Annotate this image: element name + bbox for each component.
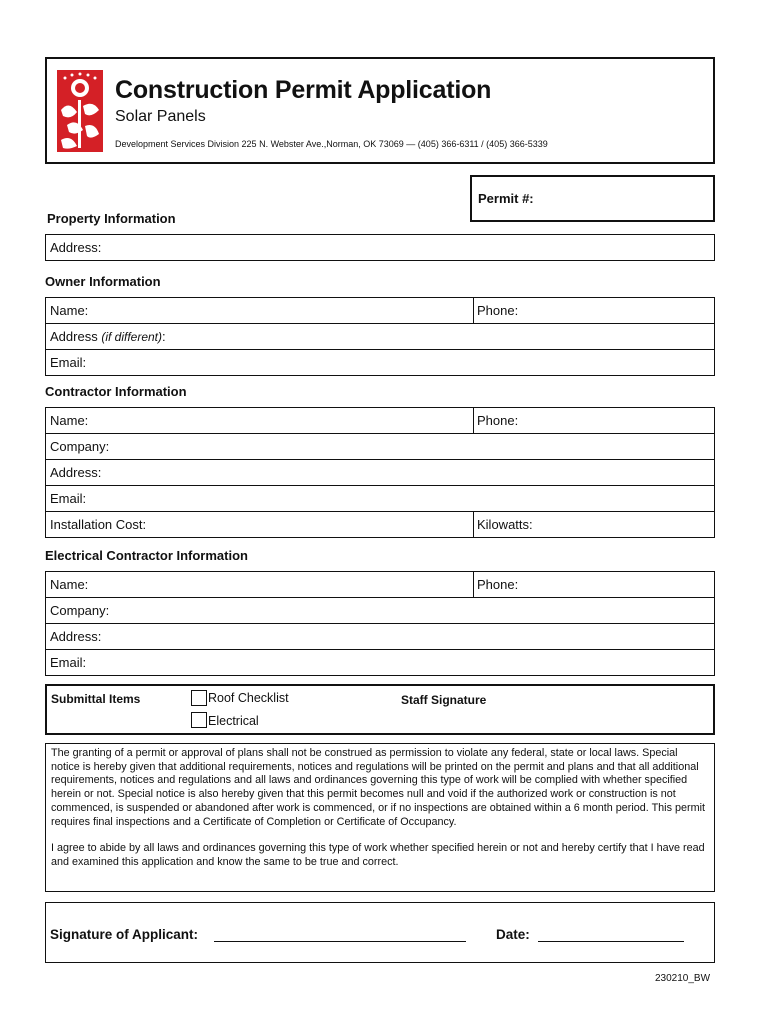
owner-phone-label: Phone:	[477, 303, 519, 318]
owner-email-label: Email:	[50, 355, 87, 370]
city-logo	[57, 70, 103, 152]
property-address-label: Address:	[50, 240, 102, 255]
electrical-name-row[interactable]	[45, 571, 715, 598]
roof-checklist-label: Roof Checklist	[208, 691, 289, 705]
contractor-section-title: Contractor Information	[45, 384, 187, 399]
contractor-company-label: Company:	[50, 439, 110, 454]
contractor-address-field[interactable]	[45, 459, 715, 486]
date-line[interactable]	[538, 941, 684, 942]
form-header	[45, 57, 715, 164]
legal-notice	[45, 743, 715, 892]
electrical-address-field[interactable]	[45, 623, 715, 650]
contractor-phone-label: Phone:	[477, 413, 519, 428]
electrical-address-label: Address:	[50, 629, 102, 644]
electrical-company-label: Company:	[50, 603, 110, 618]
property-address-field[interactable]	[45, 234, 715, 261]
form-code: 230210_BW	[655, 973, 711, 984]
contractor-company-field[interactable]	[45, 433, 715, 460]
owner-section-title: Owner Information	[45, 274, 161, 289]
electrical-company-field[interactable]	[45, 597, 715, 624]
contractor-name-row[interactable]	[45, 407, 715, 434]
electrical-name-label: Name:	[50, 577, 89, 592]
contractor-address-label: Address:	[50, 465, 102, 480]
applicant-signature-line[interactable]	[214, 941, 466, 942]
divider	[473, 298, 474, 323]
contact-info: Development Services Division 225 N. Webster Ave.,Norman, OK 73069 — (405) 366-6311 / (405) 366-5339	[115, 139, 548, 149]
applicant-signature-label: Signature of Applicant:	[50, 927, 198, 942]
owner-address-field[interactable]	[45, 323, 715, 350]
staff-signature-label: Staff Signature	[401, 693, 487, 707]
property-section-title: Property Information	[47, 211, 176, 226]
electrical-email-label: Email:	[50, 655, 87, 670]
owner-email-field[interactable]	[45, 349, 715, 376]
owner-address-colon: :	[162, 329, 166, 344]
date-label: Date:	[496, 927, 530, 942]
page-subtitle: Solar Panels	[115, 108, 206, 125]
signature-box	[45, 902, 715, 963]
electrical-checkbox-label: Electrical	[208, 714, 259, 728]
contractor-cost-row[interactable]	[45, 511, 715, 538]
legal-paragraph-2: I agree to abide by all laws and ordinances governing this type of work whether specified herein or not and hereby certify that I have read and examined this application and know the same to be true and correct.	[51, 842, 705, 868]
electrical-checkbox[interactable]	[191, 712, 207, 728]
owner-address-text: Address	[50, 329, 98, 344]
owner-address-note: (if different)	[101, 330, 163, 344]
contractor-email-field[interactable]	[45, 485, 715, 512]
owner-address-label	[50, 329, 166, 344]
contractor-name-label: Name:	[50, 413, 89, 428]
legal-paragraph-1: The granting of a permit or approval of plans shall not be construed as permission to violate any federal, state or local laws. Special notice is hereby given that additional requirements, notices and regulations will be printed on the permit and plans and that all additional requirements, notices and regulations and all laws and ordinances governing this type of work will be complied with whether specified herein or not. Special notice is also hereby given that this permit becomes null and void if the authorized work or construction is not commenced, is suspended or abandoned after work is commenced, or if no inspections are obtained within a 6 month period. This permit requires final inspections and a Certificate of Completion or Certificate of Occupancy.	[51, 747, 705, 828]
divider	[473, 408, 474, 433]
permit-number-field[interactable]	[470, 175, 715, 222]
electrical-phone-label: Phone:	[477, 577, 519, 592]
divider	[473, 512, 474, 537]
electrical-section-title: Electrical Contractor Information	[45, 548, 248, 563]
page-title: Construction Permit Application	[115, 76, 492, 104]
installation-cost-label: Installation Cost:	[50, 517, 147, 532]
roof-checklist-checkbox[interactable]	[191, 690, 207, 706]
owner-name-row[interactable]	[45, 297, 715, 324]
kilowatts-label: Kilowatts:	[477, 517, 533, 532]
electrical-email-field[interactable]	[45, 649, 715, 676]
divider	[473, 572, 474, 597]
submittal-items-box	[45, 684, 715, 735]
submittal-title: Submittal Items	[51, 692, 141, 706]
contractor-email-label: Email:	[50, 491, 87, 506]
owner-name-label: Name:	[50, 303, 89, 318]
permit-number-label: Permit #:	[478, 191, 534, 206]
